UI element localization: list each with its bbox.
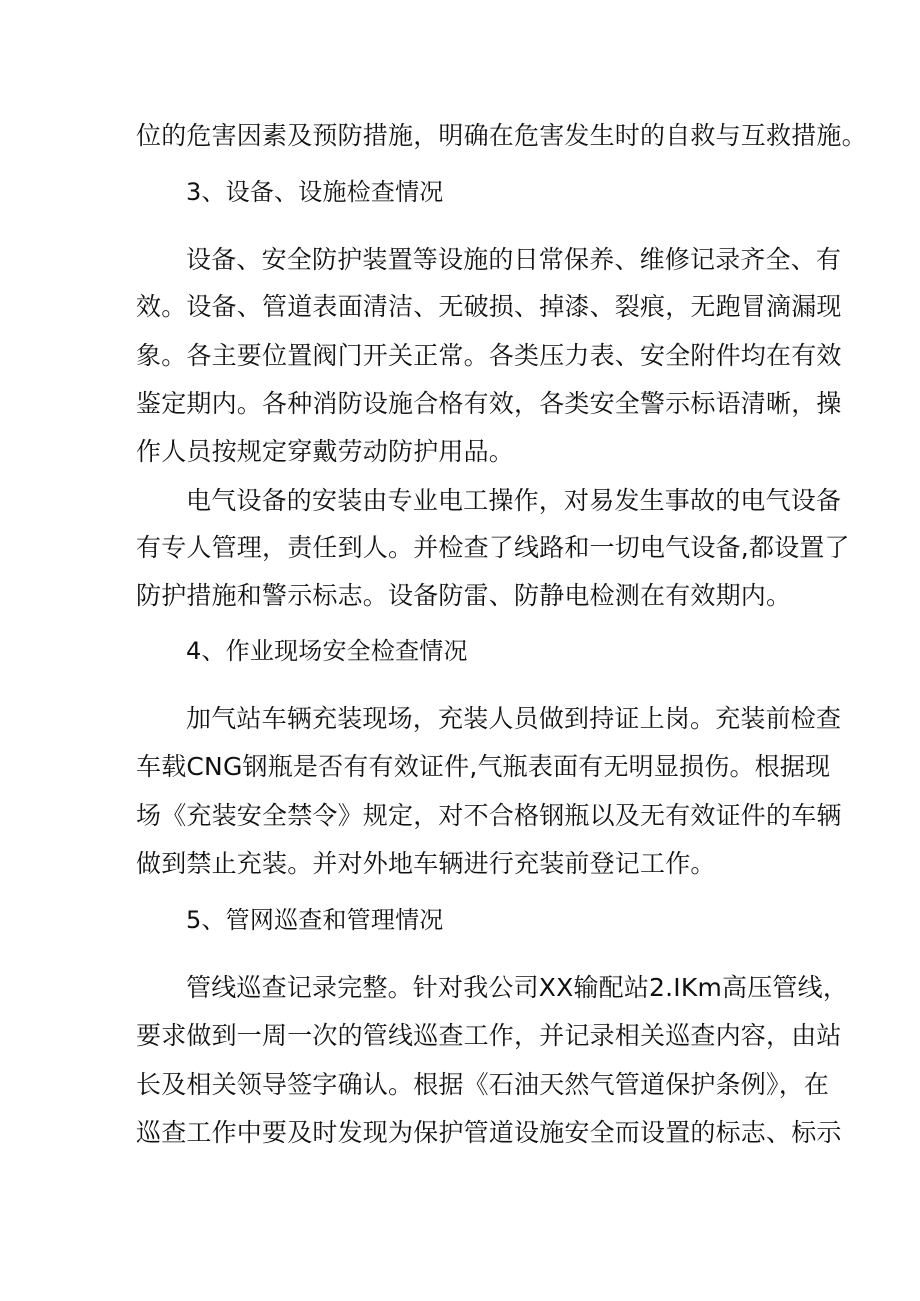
section-4-line-1: 加气站车辆充装现场，充装人员做到持证上岗。充装前检查 (186, 704, 842, 733)
continuation-line-1: 位的危害因素及预防措施，明确在危害发生时的自救与互救措施。 (136, 121, 867, 150)
section-4-line-2: 车载CNG钢瓶是否有有效证件,气瓶表面有无明显损伤。根据现 (136, 752, 831, 781)
section-5-line-3: 长及相关领导签字确认。根据《石油天然气管道保护条例》，在 (136, 1070, 830, 1099)
section-3-p2-line-2: 有专人管理，责任到人。并检查了线路和一切电气设备,都设置了 (136, 533, 850, 562)
section-3-p2-line-1: 电气设备的安装由专业电工操作，对易发生事故的电气设备 (186, 486, 842, 515)
section-3-p1-line-3: 象。各主要位置阀门开关正常。各类压力表、安全附件均在有效 (136, 341, 842, 370)
section-4-line-3: 场《充装安全禁令》规定，对不合格钢瓶以及无有效证件的车辆 (136, 801, 842, 830)
section-5-line-2: 要求做到一周一次的管线巡查工作，并记录相关巡查内容，由站 (136, 1021, 842, 1050)
section-4-heading: 4、作业现场安全检查情况 (186, 637, 468, 665)
section-3-p2-line-3: 防护措施和警示标志。设备防雷、防静电检测在有效期内。 (136, 581, 792, 610)
section-5-line-4: 巡查工作中要及时发现为保护管道设施安全而设置的标志、标示 (136, 1118, 842, 1147)
section-3-p1-line-2: 效。设备、管道表面清洁、无破损、掉漆、裂痕，无跑冒滴漏现 (136, 292, 842, 321)
section-3-p1-line-1: 设备、安全防护装置等设施的日常保养、维修记录齐全、有 (186, 245, 842, 274)
section-3-p1-line-4: 鉴定期内。各种消防设施合格有效，各类安全警示标语清晰，操 (136, 389, 842, 418)
section-4-line-4: 做到禁止充装。并对外地车辆进行充装前登记工作。 (136, 849, 716, 878)
section-5-heading: 5、管网巡查和管理情况 (186, 906, 444, 934)
section-5-line-1: 管线巡查记录完整。针对我公司XX输配站2.IKm高压管线， (186, 973, 849, 1002)
section-3-p1-line-5: 作人员按规定穿戴劳动防护用品。 (136, 437, 515, 466)
section-3-heading: 3、设备、设施检查情况 (186, 178, 444, 206)
